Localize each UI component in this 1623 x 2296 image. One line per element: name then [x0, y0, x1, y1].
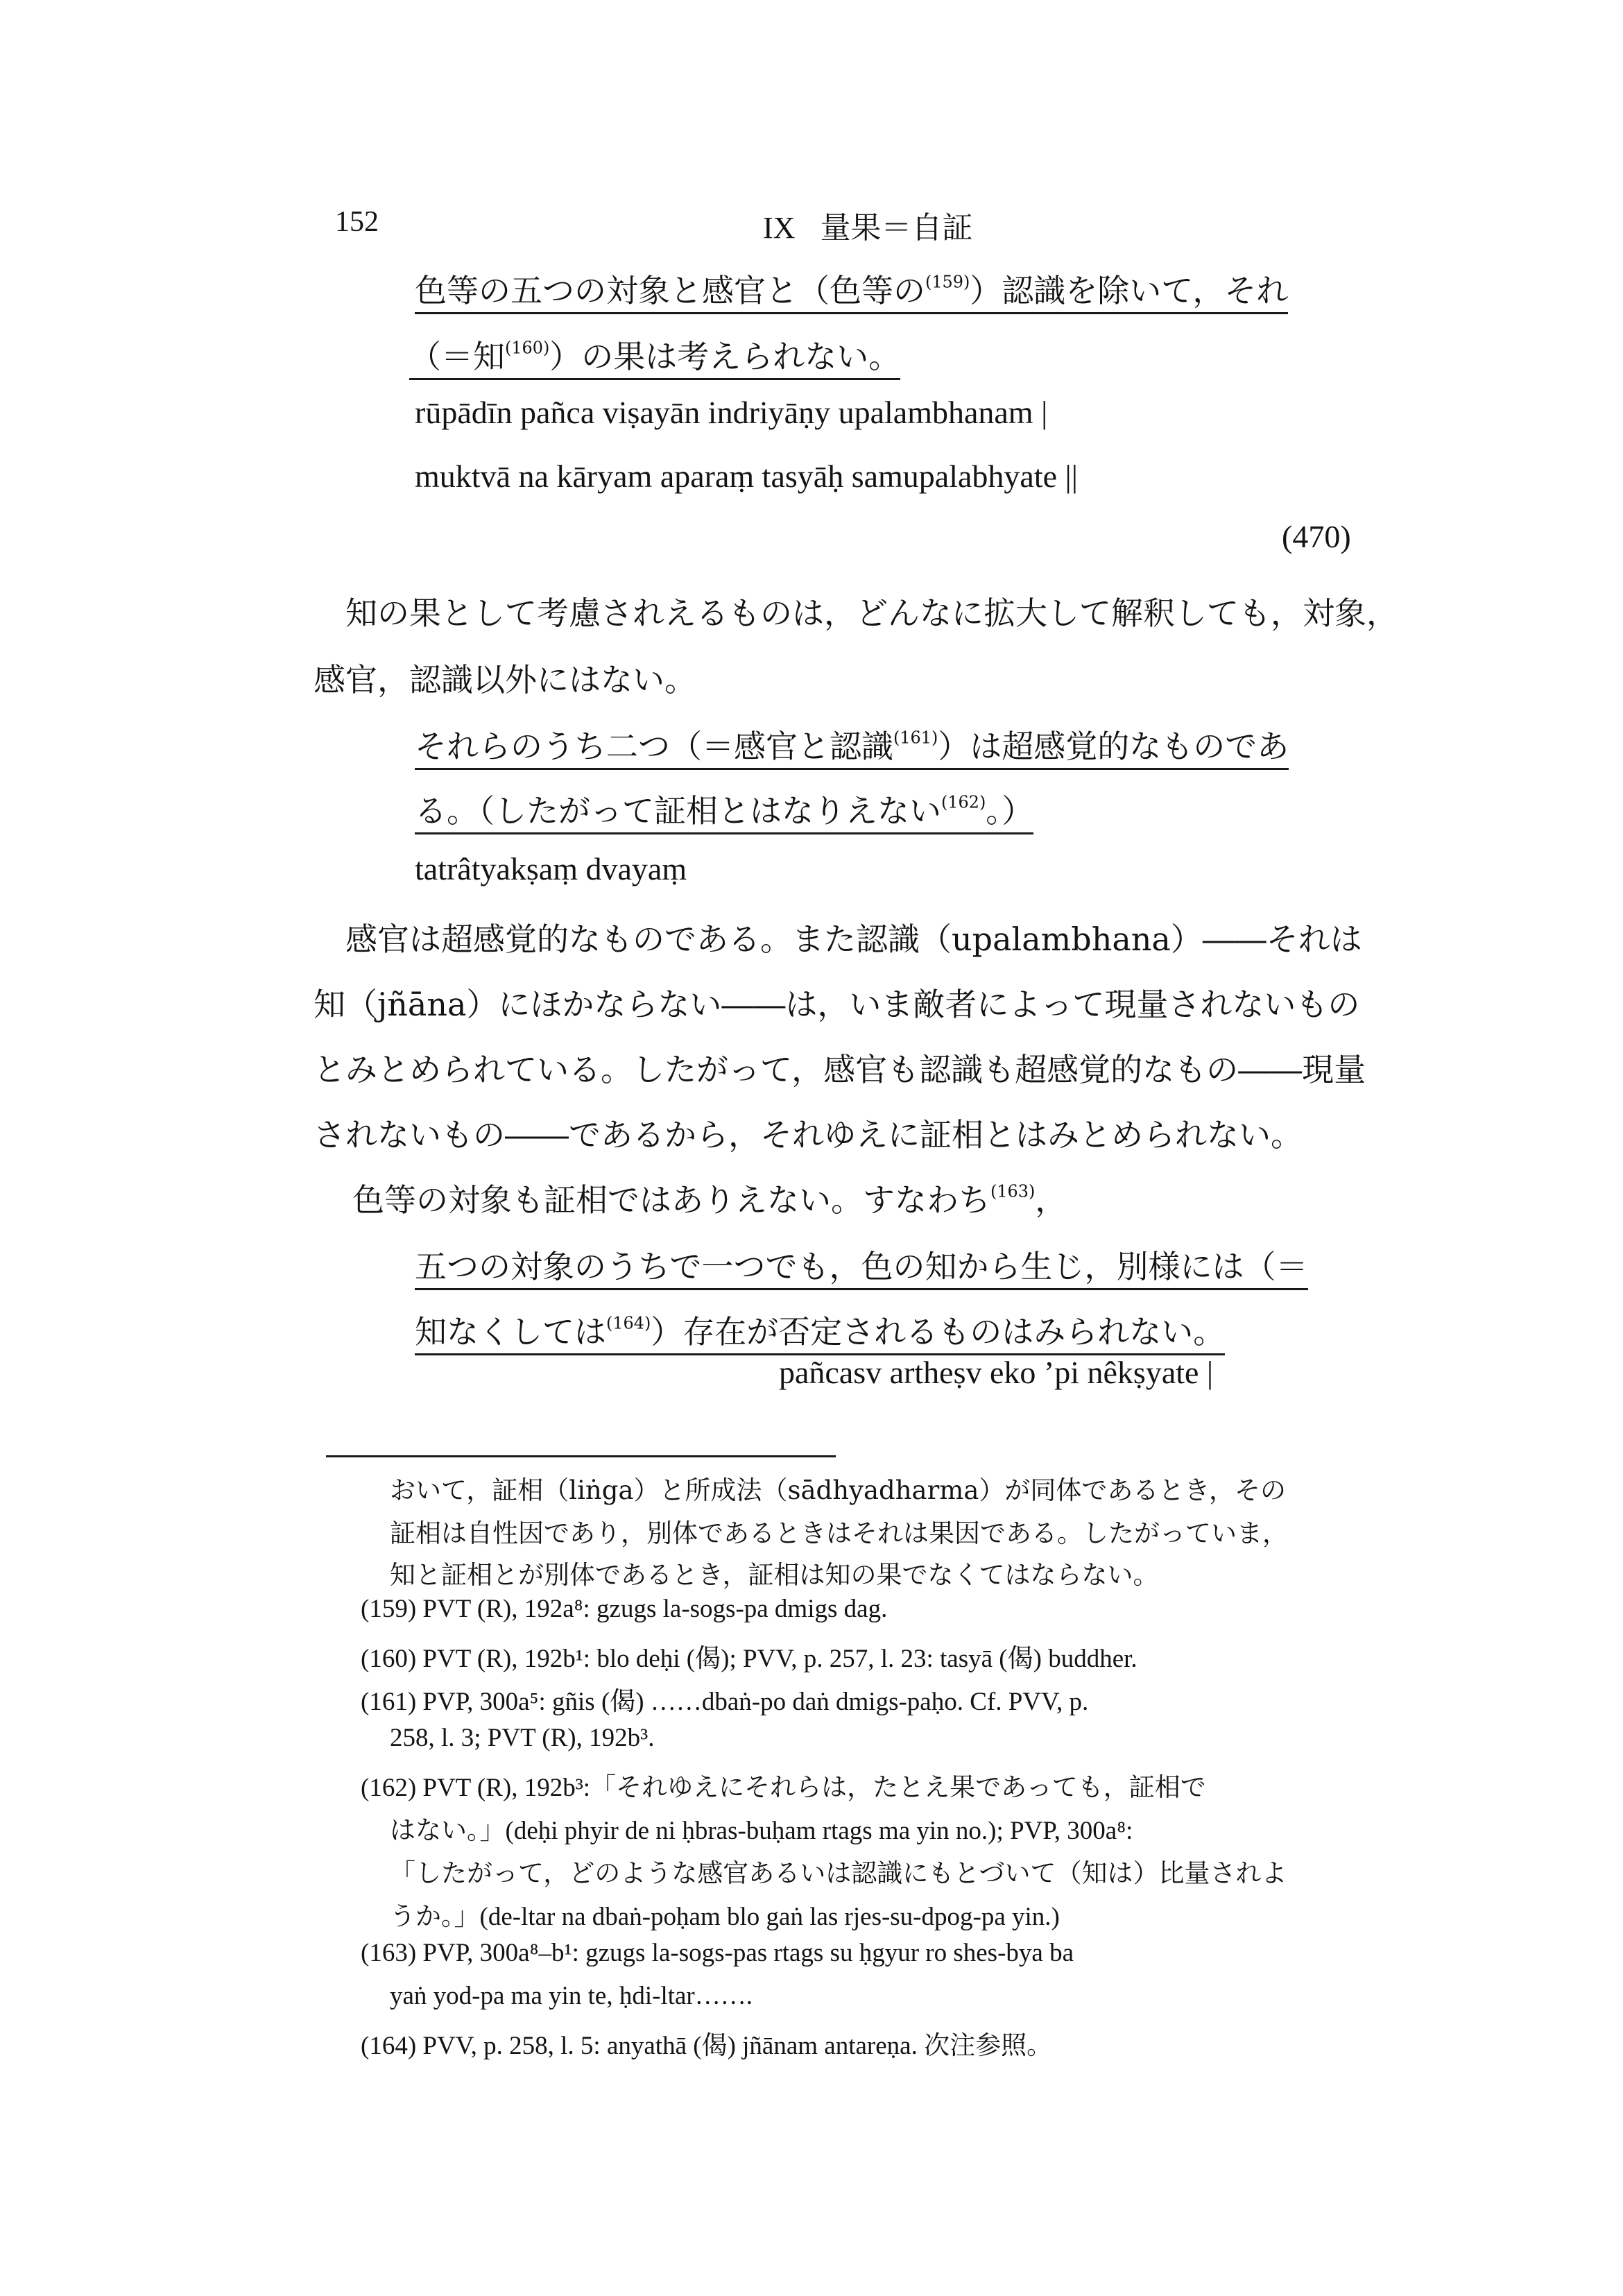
verse-470-sanskrit-line-1: rūpādīn pañca viṣayān indriyāṇy upalambhanam |	[415, 395, 1048, 430]
footnote-164: (164) PVV, p. 258, l. 5: anyathā (偈) jñānam antareṇa. 次注参照。	[361, 2032, 1053, 2060]
verse-2-ja-line-2: る。（したがって証相とはなりえない$^{(162)}$。）	[415, 786, 1033, 832]
footnote-ref-162: (162)	[941, 792, 986, 812]
footnote-162-line-1: (162) PVT (R), 192b³:「それゆえにそれらは，たとえ果であっても，証相で	[361, 1774, 1206, 1802]
paragraph-2-line-3: とみとめられている。したがって，感官も認識も超感覚的なもの――現量	[314, 1051, 1366, 1088]
chapter-title: 量果＝自証	[820, 210, 973, 246]
footnote-separator	[326, 1455, 836, 1457]
footnote-160: (160) PVT (R), 192b¹: blo deḥi (偈); PVV, p. 257, l. 23: tasyā (偈) buddher.	[361, 1645, 1137, 1673]
verse-3-sanskrit-line-1: pañcasv artheṣv eko ’pi nêkṣyate |	[779, 1355, 1214, 1390]
footnote-159: (159) PVT (R), 192a⁸: gzugs la-sogs-pa dmigs dag.	[361, 1595, 888, 1623]
footnote-163-line-1: (163) PVP, 300a⁸–b¹: gzugs la-sogs-pas rtags su ḥgyur ro shes-bya ba	[361, 1939, 1074, 1967]
footnote-ref-159: (159)	[925, 272, 970, 292]
footnote-continuation-line-1: おいて，証相（liṅga）と所成法（sādhyadharma）が同体であるとき，その	[390, 1475, 1286, 1505]
footnote-ref-164: (164)	[606, 1313, 651, 1333]
verse-470-sanskrit-line-2: muktvā na kāryam aparaṃ tasyāḥ samupalabhyate ||	[415, 459, 1078, 494]
footnote-continuation-line-3: 知と証相とが別体であるとき，証相は知の果でなくてはならない。	[390, 1560, 1159, 1590]
running-head	[763, 203, 972, 247]
footnote-ref-163: (163)	[990, 1181, 1036, 1201]
footnote-163-line-2: yaṅ yod-pa ma yin te, ḥdi-ltar…….	[390, 1982, 753, 2010]
verse-470-ja-line-1: 色等の五つの対象と感官と（色等の$^{(159)}$）認識を除いて，それ	[415, 266, 1288, 311]
verse-3-ja-line-2: 知なくしては$^{(164)}$）存在が否定されるものはみられない。	[415, 1307, 1225, 1353]
chapter-number: IX	[763, 211, 796, 245]
paragraph-2-line-1: 感官は超感覚的なものである。また認識（upalambhana）――それは	[345, 920, 1362, 958]
footnote-ref-161: (161)	[893, 728, 938, 748]
footnote-162-line-3: 「したがって，どのような感官あるいは認識にもとづいて（知は）比量されよ	[390, 1860, 1287, 1888]
verse-2-ja-line-1: それらのうち二つ（＝感官と認識$^{(161)}$）は超感覚的なものであ	[415, 721, 1289, 767]
paragraph-1-line-1: 知の果として考慮されえるものは，どんなに拡大して解釈しても，対象，	[345, 594, 1398, 632]
footnote-161-line-2: 258, l. 3; PVT (R), 192b³.	[390, 1724, 655, 1752]
paragraph-1-line-2: 感官，認識以外にはない。	[314, 661, 696, 699]
footnote-162-line-4: うか。」(de-ltar na dbaṅ-poḥam blo gaṅ las rjes-su-dpog-pa yin.)	[390, 1903, 1060, 1931]
page-number: 152	[335, 206, 379, 238]
verse-470-ja-line-2: （＝知$^{(160)}$）の果は考えられない。	[409, 332, 900, 377]
paragraph-3: 色等の対象も証相ではありえない。すなわち$^{(163)}$，	[352, 1181, 1067, 1219]
footnote-161-line-1: (161) PVP, 300a⁵: gñis (偈) ……dbaṅ-po daṅ dmigs-paḥo. Cf. PVV, p.	[361, 1688, 1089, 1716]
footnote-ref-160: (160)	[505, 338, 550, 358]
paragraph-2-line-2: 知（jñāna）にほかならない――は，いま敵者によって現量されないもの	[314, 986, 1360, 1023]
verse-number: (470)	[1282, 519, 1351, 554]
footnote-162-line-2: はない。」(deḥi phyir de ni ḥbras-buḥam rtags ma yin no.); PVP, 300a⁸:	[390, 1817, 1133, 1845]
verse-3-ja-line-1: 五つの対象のうちで一つでも，色の知から生じ，別様には（＝	[415, 1242, 1308, 1287]
verse-2-sanskrit-line-1: tatrâtyakṣaṃ dvayaṃ	[415, 851, 687, 886]
paragraph-2-line-4: されないもの――であるから，それゆえに証相とはみとめられない。	[314, 1116, 1303, 1154]
footnote-continuation-line-2: 証相は自性因であり，別体であるときはそれは果因である。したがっていま，	[390, 1518, 1288, 1548]
